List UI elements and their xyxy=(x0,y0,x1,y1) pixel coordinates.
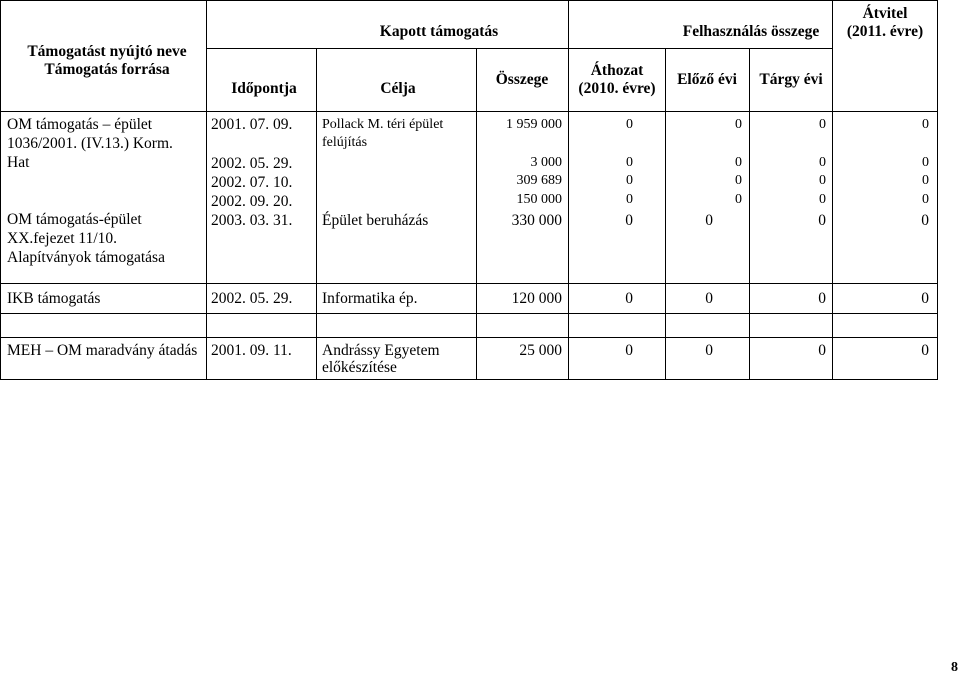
om-current-4: 0 xyxy=(819,192,826,207)
header-previous-year: Előző évi xyxy=(677,71,737,88)
header-current-year: Tárgy évi xyxy=(759,71,823,88)
om-transfer-3: 0 xyxy=(922,173,929,188)
ikb-purpose: Informatika ép. xyxy=(322,290,418,307)
om-carryover-4: 0 xyxy=(626,192,633,207)
header-provider-line2: Támogatás forrása xyxy=(44,61,170,78)
ikb-provider: IKB támogatás xyxy=(7,290,101,307)
om-date-1: 2001. 07. 09. xyxy=(211,116,293,133)
om-carryover-3: 0 xyxy=(626,173,633,188)
meh-transfer: 0 xyxy=(921,342,929,359)
om-previous-5: 0 xyxy=(705,212,713,229)
om-provider2-line2: XX.fejezet 11/10. xyxy=(7,230,118,247)
om-carryover-2: 0 xyxy=(626,155,633,170)
om-carryover-1: 0 xyxy=(626,117,633,132)
om-current-2: 0 xyxy=(819,155,826,170)
om-current-1: 0 xyxy=(819,117,826,132)
meh-date: 2001. 09. 11. xyxy=(211,342,292,359)
ikb-transfer: 0 xyxy=(921,290,929,307)
om-amount-3: 309 689 xyxy=(516,173,562,188)
om-previous-2: 0 xyxy=(735,155,742,170)
om-previous-3: 0 xyxy=(735,173,742,188)
om-transfer-5: 0 xyxy=(921,212,929,229)
om-date-5: 2003. 03. 31. xyxy=(211,212,293,229)
om-date-2: 2002. 05. 29. xyxy=(211,155,293,172)
ikb-current: 0 xyxy=(818,290,826,307)
meh-previous: 0 xyxy=(705,342,713,359)
om-provider2-line3: Alapítványok támogatása xyxy=(7,249,165,266)
header-received-group: Kapott támogatás xyxy=(379,23,499,40)
header-transfer-line1: Átvitel xyxy=(862,5,908,22)
ikb-carryover: 0 xyxy=(625,290,633,307)
om-purpose-line1: Pollack M. téri épület xyxy=(322,117,444,132)
meh-current: 0 xyxy=(818,342,826,359)
header-usage-group: Felhasználás összege xyxy=(682,23,820,40)
header-carryover-line1: Áthozat xyxy=(590,62,644,79)
meh-purpose-line1: Andrássy Egyetem xyxy=(322,342,440,359)
om-carryover-5: 0 xyxy=(625,212,633,229)
om-previous-1: 0 xyxy=(735,117,742,132)
meh-amount: 25 000 xyxy=(519,342,562,359)
om-amount-5: 330 000 xyxy=(511,212,562,229)
meh-purpose-line2: előkészítése xyxy=(322,359,397,376)
om-purpose-line2: felújítás xyxy=(322,135,368,150)
om-date-3: 2002. 07. 10. xyxy=(211,174,293,191)
header-amount: Összege xyxy=(495,71,549,88)
meh-provider: MEH – OM maradvány átadás xyxy=(7,342,198,359)
header-date: Időpontja xyxy=(231,80,297,97)
om-provider2-line1: OM támogatás-épület xyxy=(7,211,142,228)
header-purpose: Célja xyxy=(380,80,416,97)
om-transfer-2: 0 xyxy=(922,155,929,170)
om-date-4: 2002. 09. 20. xyxy=(211,193,293,210)
om-transfer-1: 0 xyxy=(922,117,929,132)
om-previous-4: 0 xyxy=(735,192,742,207)
header-transfer-line2: (2011. évre) xyxy=(846,23,924,40)
ikb-date: 2002. 05. 29. xyxy=(211,290,293,307)
page-number: 8 xyxy=(951,660,958,675)
header-carryover-line2: (2010. évre) xyxy=(578,80,656,97)
om-provider-line2: 1036/2001. (IV.13.) Korm. xyxy=(7,135,173,152)
om-current-3: 0 xyxy=(819,173,826,188)
om-transfer-4: 0 xyxy=(922,192,929,207)
om-amount-4: 150 000 xyxy=(516,192,562,207)
ikb-amount: 120 000 xyxy=(511,290,562,307)
meh-carryover: 0 xyxy=(625,342,633,359)
om-purpose2: Épület beruházás xyxy=(322,212,429,229)
header-provider-line1: Támogatást nyújtó neve xyxy=(27,43,187,60)
om-current-5: 0 xyxy=(818,212,826,229)
om-amount-1: 1 959 000 xyxy=(506,117,562,132)
om-provider-line1: OM támogatás – épület xyxy=(7,116,153,133)
ikb-previous: 0 xyxy=(705,290,713,307)
om-amount-2: 3 000 xyxy=(530,155,562,170)
om-provider-line3: Hat xyxy=(7,154,30,171)
